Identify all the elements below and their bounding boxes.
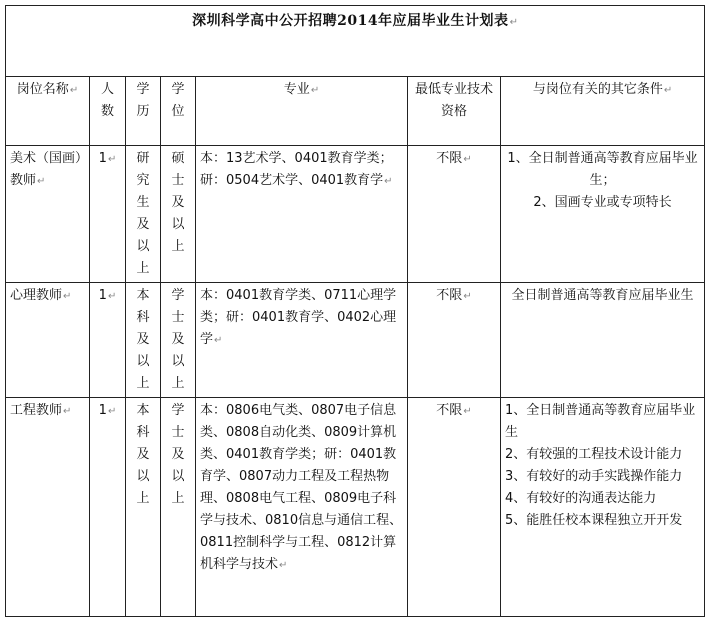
cell-degree: 硕士及以上 [161,146,196,283]
cell-education: 本科及以上 [126,398,161,617]
table-row [6,398,705,617]
condition-line: 全日制普通高等教育应届毕业生 [511,288,694,303]
cell-position: 工程教师↵ [6,398,90,617]
paragraph-mark-icon: ↵ [310,85,320,96]
paragraph-mark-icon: ↵ [63,406,72,417]
page-title: 深圳科学高中公开招聘2014年应届毕业生计划表 [192,13,509,29]
cell-position: 美术（国画）教师↵ [6,146,90,283]
header-education: 学历 [126,77,161,146]
condition-line: 5、能胜任校本课程独立开开发 [505,513,683,528]
table-row [6,146,705,283]
paragraph-mark-icon: ↵ [463,154,472,165]
cell-major: 本：0806电气类、0807电子信息类、0808自动化类、0809计算机类、0401教育学类；研：0401教育学、0807动力工程及工程热物理、0808电气工程、0809电子科学与技术、0810信息与通信工程、0811控制科学与工程、0812计算机科学与技术↵ [196,398,408,617]
condition-line: 1、全日制普通高等教育应届毕业生； [507,151,698,188]
condition-line: 2、有较强的工程技术设计能力 [505,447,683,462]
cell-position: 心理教师↵ [6,283,90,398]
table-row [6,283,705,398]
paragraph-mark-icon: ↵ [463,406,472,417]
paragraph-mark-icon: ↵ [214,335,223,346]
cell-conditions [501,398,705,617]
paragraph-mark-icon: ↵ [663,85,673,96]
cell-qualification: 不限↵ [408,283,501,398]
header-qualification: 最低专业技术资格 [408,77,501,146]
paragraph-mark-icon: ↵ [384,176,393,187]
cell-major: 本：0401教育学类、0711心理学类；研：0401教育学、0402心理学↵ [196,283,408,398]
header-major: 专业↵ [196,77,408,146]
cell-count: 1↵ [90,146,126,283]
header-count: 人数 [90,77,126,146]
cell-count: 1↵ [90,283,126,398]
paragraph-mark-icon: ↵ [63,291,72,302]
recruitment-plan-table [5,5,705,617]
cell-qualification: 不限↵ [408,146,501,283]
paragraph-mark-icon: ↵ [37,176,46,187]
cell-education: 研究生及以上 [126,146,161,283]
header-conditions: 与岗位有关的其它条件↵ [501,77,705,146]
condition-line: 2、国画专业或专项特长 [533,195,672,210]
paragraph-mark-icon: ↵ [107,154,117,165]
cell-education: 本科及以上 [126,283,161,398]
title-cell [6,6,705,77]
cell-major: 本：13艺术学、0401教育学类；研：0504艺术学、0401教育学↵ [196,146,408,283]
paragraph-mark-icon: ↵ [107,291,117,302]
cell-qualification: 不限↵ [408,398,501,617]
header-row [6,77,705,146]
condition-line: 3、有较好的动手实践操作能力 [505,469,683,484]
cell-count: 1↵ [90,398,126,617]
paragraph-mark-icon: ↵ [279,560,288,571]
cell-conditions [501,146,705,283]
cell-degree: 学士及以上 [161,283,196,398]
header-degree: 学位 [161,77,196,146]
recruitment-plan-document [5,5,704,622]
paragraph-mark-icon: ↵ [509,17,518,28]
header-position: 岗位名称↵ [6,77,90,146]
cell-conditions [501,283,705,398]
paragraph-mark-icon: ↵ [463,291,472,302]
paragraph-mark-icon: ↵ [107,406,117,417]
condition-line: 1、全日制普通高等教育应届毕业生 [505,403,696,440]
cell-degree: 学士及以上 [161,398,196,617]
paragraph-mark-icon: ↵ [69,85,79,96]
condition-line: 4、有较好的沟通表达能力 [505,491,657,506]
